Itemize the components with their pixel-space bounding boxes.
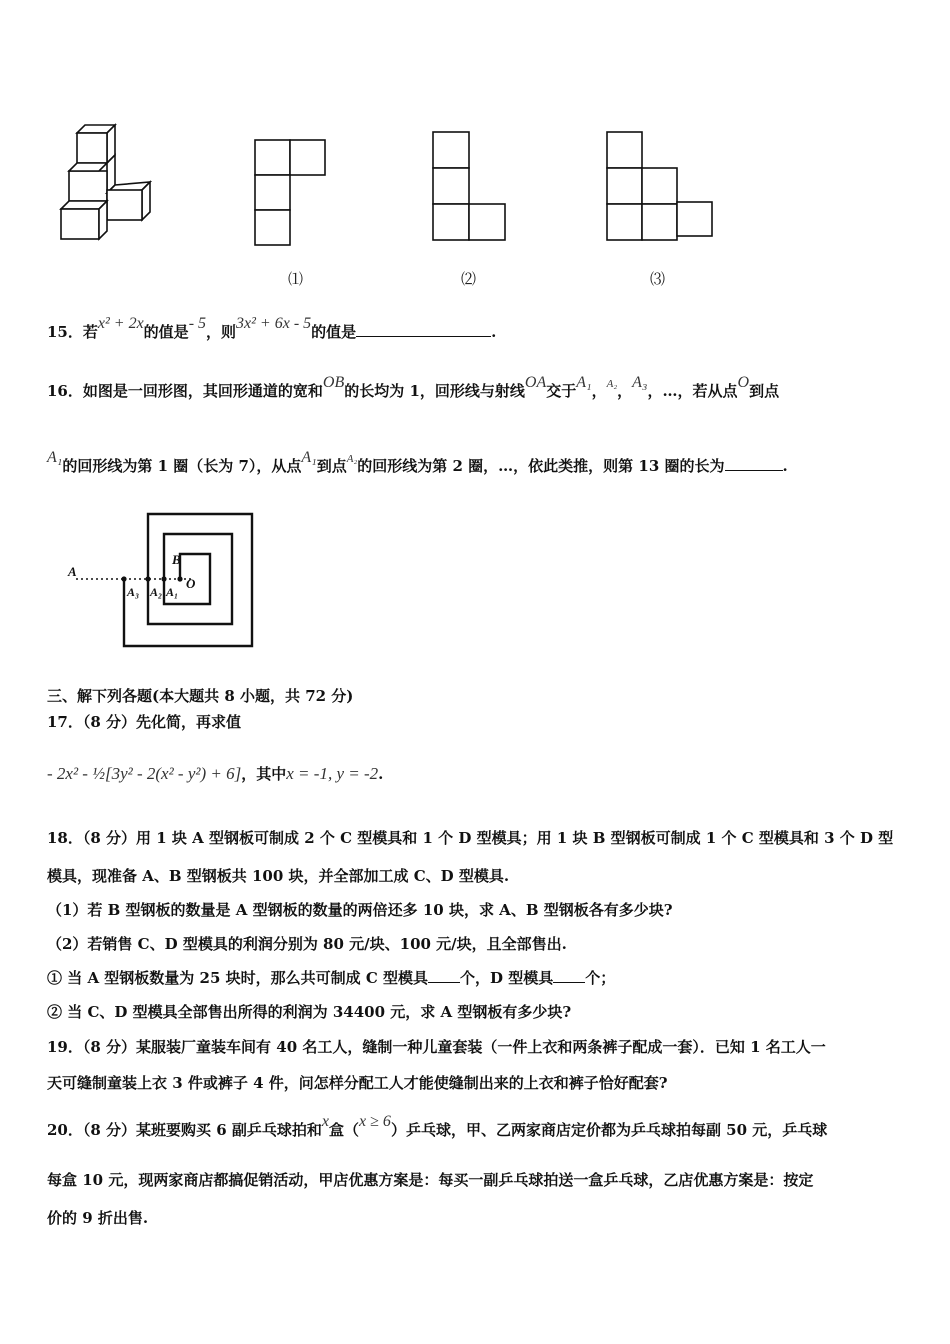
q15-val: - 5 xyxy=(188,315,207,332)
spiral-label-o: O xyxy=(186,576,196,591)
question-18-sub2: （2）若销售 C、D 型模具的利润分别为 80 元/块、100 元/块，且全部售出. xyxy=(47,935,567,953)
question-19-line2: 天可缝制童装上衣 3 件或裤子 4 件，问怎样分配工人才能使缝制出来的上衣和裤子恰好配套? xyxy=(47,1074,668,1092)
question-17-title: 17．（8 分）先化简，再求值 xyxy=(47,713,242,731)
question-19-line1: 19．（8 分）某服装厂童装车间有 40 名工人，缝制一种儿童套装（一件上衣和两条裤子配成一套）．已知 1 名工人一 xyxy=(47,1038,826,1056)
spiral-label-a3: A₃ xyxy=(127,585,140,599)
view-1-figure xyxy=(253,138,328,248)
spiral-figure xyxy=(62,508,262,658)
view-3-figure xyxy=(605,130,717,242)
question-20-line3: 价的 9 折出售. xyxy=(47,1209,149,1227)
answer-blank[interactable] xyxy=(428,982,460,983)
question-15: 15．若x² + 2x的值是- 5，则3x² + 6x - 5的值是 . xyxy=(47,315,497,341)
question-16-line1: 16．如图是一回形图，其回形通道的宽和OB的长均为 1，回形线与射线OA交于A₁，$^{A_2}$，A₃，…，若从点O到点 xyxy=(47,374,780,400)
q17-expression: - 2x² - ½[3y² - 2(x² - y²) + 6] xyxy=(47,764,242,783)
section-3-title: 三、解下列各题(本大题共 8 小题，共 72 分) xyxy=(47,687,354,705)
question-18-line1: 18．（8 分）用 1 块 A 型钢板可制成 2 个 C 型模具和 1 个 D 型模具；用 1 块 B 型钢板可制成 1 个 C 型模具和 3 个 D 型 xyxy=(47,829,894,847)
q15-expr1: x² + 2x xyxy=(97,315,144,332)
answer-blank[interactable] xyxy=(356,336,491,337)
spiral-label-a1: A₁ xyxy=(166,585,179,599)
caption-2: ⑵ xyxy=(461,271,477,288)
caption-3: ⑶ xyxy=(650,271,666,288)
view-2-figure xyxy=(431,130,509,242)
question-18-sub1: （1）若 B 型钢板的数量是 A 型钢板的数量的两倍还多 10 块，求 A、B 型钢板各有多少块? xyxy=(47,901,673,919)
question-16-line2: A₁的回形线为第 1 圈（长为 7），从点A₁到点$^{A_2}$的回形线为第 2 圈，…，依此类推，则第 13 圈的长为 . xyxy=(47,449,788,475)
caption-1: ⑴ xyxy=(288,271,304,288)
q17-condition: x = -1, y = -2 xyxy=(286,764,379,783)
answer-blank[interactable] xyxy=(725,470,783,471)
q15-expr2: 3x² + 6x - 5 xyxy=(236,315,312,332)
answer-blank[interactable] xyxy=(553,982,585,983)
cube-stack-figure xyxy=(55,120,160,245)
question-18-sub4: ② 当 C、D 型模具全部售出所得的利润为 34400 元，求 A 型钢板有多少块? xyxy=(47,1003,572,1021)
question-18-line2: 模具，现准备 A、B 型钢板共 100 块，并全部加工成 C、D 型模具. xyxy=(47,867,510,885)
question-20-line2: 每盒 10 元，现两家商店都搞促销活动，甲店优惠方案是：每买一副乒乓球拍送一盒乒乓球，乙店优惠方案是：按定 xyxy=(47,1171,814,1189)
spiral-label-a: A xyxy=(68,564,77,579)
spiral-label-a2: A₂ xyxy=(150,585,163,599)
question-17-expr-line: - 2x² - ½[3y² - 2(x² - y²) + 6]，其中x = -1, y = -2. xyxy=(47,764,384,783)
question-20-line1: 20．（8 分）某班要购买 6 副乒乓球拍和x盒（x ≥ 6）乒乓球，甲、乙两家商店定价都为乒乓球拍每副 50 元，乒乓球 xyxy=(47,1113,828,1139)
spiral-label-b: B xyxy=(172,552,181,567)
question-18-sub3: ① 当 A 型钢板数量为 25 块时，那么共可制成 C 型模具 个，D 型模具 个； xyxy=(47,969,616,987)
